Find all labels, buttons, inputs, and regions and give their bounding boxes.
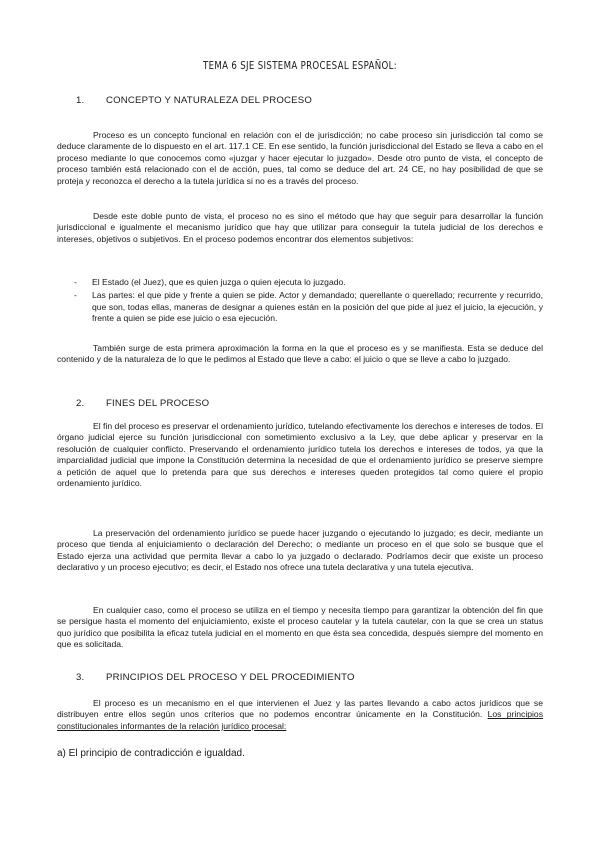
principle-a-heading: a) El principio de contradicción e igualdad.	[57, 748, 245, 759]
section-2-paragraph-3: En cualquier caso, como el proceso se utiliza en el tiempo y necesita tiempo para garantizar la obtención del fin que se persigue hasta el momento del enjuiciamiento, existe el proceso cautelar y la tutela cautelar, con la que se crea un status quo jurídico que posibilita la eficaz tutela judicial en el momento en que ésta sea concedida, después siempre del momento en que es solicitada.	[57, 605, 543, 650]
section-1-number: 1.	[76, 95, 85, 106]
section-1-title: CONCEPTO Y NATURALEZA DEL PROCESO	[106, 95, 312, 106]
section-1-heading	[76, 95, 312, 106]
section-3-paragraph	[57, 698, 543, 732]
section-2-paragraph-1: El fin del proceso es preservar el ordenamiento jurídico, tutelando efectivamente los derechos e intereses de todos. El órgano judicial ejerce su función jurisdiccional con sometimiento exclusivo a la Ley, que debe aplicar y preservar en la resolución de cualquier conflicto. Preservando el ordenamiento jurídico tutela los derechos e intereses de todos, ya que la imparcialidad judicial que impone la Constitución determina la necesidad de que el ordenamiento jurídico se preserve siempre a petición de aquel que lo pretenda para que sus derechos e intereses queden protegidos tal como quiere el propio ordenamiento jurídico.	[57, 421, 543, 489]
list-item-text: El Estado (el Juez), que es quien juzga o quien ejecuta lo juzgado.	[92, 277, 346, 287]
section-2-heading	[76, 398, 209, 409]
document-title: TEMA 6 SJE SISTEMA PROCESAL ESPAÑOL:	[202, 60, 397, 72]
bullet-dash: -	[74, 277, 77, 287]
list-item	[57, 290, 543, 324]
section-3-title: PRINCIPIOS DEL PROCESO Y DEL PROCEDIMIENTO	[106, 672, 355, 683]
principles-underlined-text: Los principios constitucionales informantes de la relación jurídico procesal:	[57, 709, 543, 731]
bullet-dash: -	[74, 290, 77, 301]
section-2-number: 2.	[76, 398, 85, 409]
section-3-heading	[76, 672, 355, 683]
section-3-number: 3.	[76, 672, 85, 683]
list-item	[57, 277, 543, 288]
subject-elements-list	[57, 277, 543, 327]
section-1-closing: También surge de esta primera aproximación la forma en la que el proceso es y se manifiesta. Esta se deduce del contenido y de la naturaleza de lo que le pedimos al Estado que lleve a cabo: el juicio o que se lleve a cabo lo juzgado.	[57, 343, 543, 365]
section-2-title: FINES DEL PROCESO	[106, 398, 210, 409]
list-item-text: Las partes: el que pide y frente a quien se pide. Actor y demandado; querellante o querellado; recurrente y recurrido, que son, todas ellas, maneras de designar a quienes están en la posición del que pide al juez el juicio, la ejecución, y frente a quien se pide ese juicio o esa ejecución.	[92, 290, 543, 324]
section-3-paragraph-text: El proceso es un mecanismo en el que intervienen el Juez y las partes llevando a cabo actos jurídicos que se distribuyen entre ellos según unos criterios que no podemos encontrar únicamente en la Constitución.	[57, 698, 543, 720]
section-2-paragraph-2: La preservación del ordenamiento jurídico se puede hacer juzgando o ejecutando lo juzgado; es decir, mediante un proceso que tienda al enjuiciamiento o declaración del Derecho; o mediante un proceso en el que solo se busque que el Estado ejerza una actividad que permita llevar a cabo lo ya juzgado o declarado. Podríamos decir que existe un proceso declarativo y un proceso ejecutivo; es decir, el Estado nos ofrece una tutela declarativa y una tutela ejecutiva.	[57, 528, 543, 573]
section-1-paragraph-2: Desde este doble punto de vista, el proceso no es sino el método que hay que seguir para desarrollar la función jurisdiccional e igualmente el mecanismo jurídico que hay que utilizar para conseguir la tutela judicial de los derechos e intereses, objetivos o subjetivos. En el proceso podemos encontrar dos elementos subjetivos:	[57, 211, 543, 244]
section-1-paragraph-1: Proceso es un concepto funcional en relación con el de jurisdicción; no cabe proceso sin jurisdicción tal como se deduce claramente de lo dispuesto en el art. 117.1 CE. En ese sentido, la función jurisdiccional del Estado se lleva a cabo en el proceso mediante lo que conocemos como «juzgar y hacer ejecutar lo juzgado». Desde otro punto de vista, el concepto de proceso también está relacionado con el de acción, pues, tal como se deduce del art. 24 CE, no hay posibilidad de que se proteja y reconozca el derecho a la tutela jurídica si no es a través del proceso.	[57, 130, 543, 186]
